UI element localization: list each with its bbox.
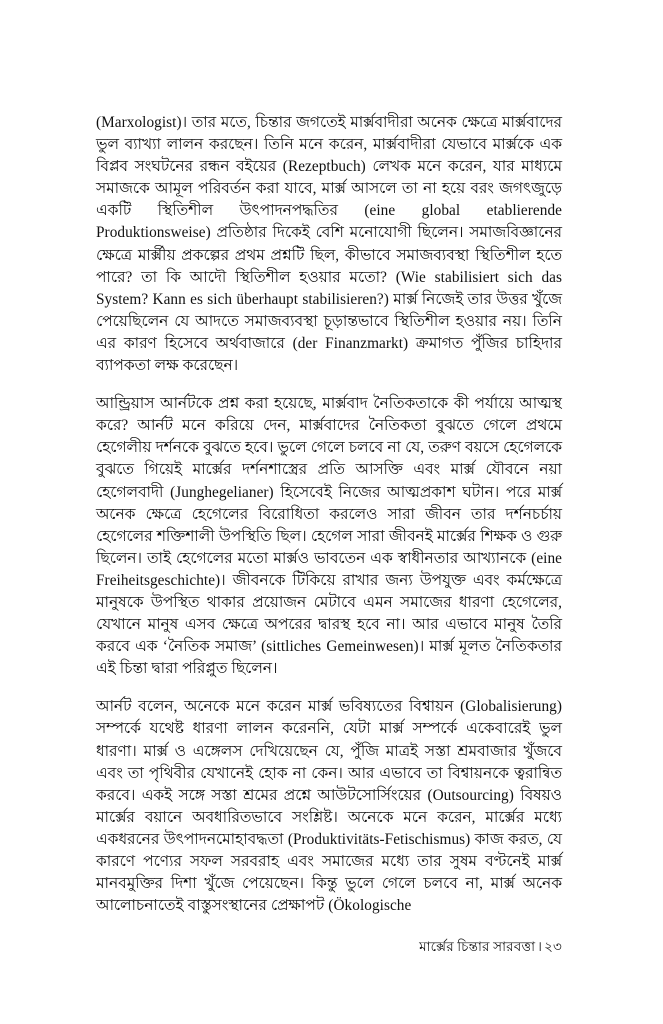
page-footer [96, 938, 562, 956]
running-head: মার্ক্সের চিন্তার সারবত্তা [419, 939, 536, 954]
paragraph-3: আর্নট বলেন, অনেকে মনে করেন মার্ক্স ভবিষ্যতের বিশ্বায়ন (Globalisierung) সম্পর্কে যথেষ্ট ধারণা লালন করেননি, যেটা মার্ক্স সম্পর্কে একেবারেই ভুল ধারণা। মার্ক্স ও এঙ্গেলস দেখিয়েছেন যে, পুঁজি মাত্রই সস্তা শ্রমবাজার খুঁজবে এবং তা পৃথিবীর যেখানেই হোক না কেন। আর এভাবে তা বিশ্বায়নকে ত্বরান্বিত করবে। একই সঙ্গে সস্তা শ্রমের প্রশ্নে আউটসোর্সিংয়ের (Outsourcing) বিষয়ও মার্ক্সের বয়ানে অবধারিতভাবে সংশ্লিষ্ট। অনেকে মনে করেন, মার্ক্সের মধ্যে একধরনের উৎপাদনমোহাবদ্ধতা (Produktivitäts-Fetischismus) কাজ করত, যে কারণে পণ্যের সফল সরবরাহ এবং সমাজের মধ্যে তার সুষম বণ্টনেই মার্ক্স মানবমুক্তির দিশা খুঁজে পেয়েছেন। কিন্তু ভুলে গেলে চলবে না, মার্ক্স অনেক আলোচনাতেই বাস্তুসংস্থানের প্রেক্ষাপট (Ökologische [96, 698, 562, 915]
paragraph-1: (Marxologist)। তার মতে, চিন্তার জগতেই মার্ক্সবাদীরা অনেক ক্ষেত্রে মার্ক্সবাদের ভুল ব্যাখ্যা লালন করছেন। তিনি মনে করেন, মার্ক্সবাদীরা যেভাবে মার্ক্সকে এক বিপ্লব সংঘটনের রন্ধন বইয়ের (Rezeptbuch) লেখক মনে করেন, যার মাধ্যমে সমাজকে আমূল পরিবর্তন করা যাবে, মার্ক্স আসলে তা না হয়ে বরং জগৎজুড়ে একটি স্থিতিশীল উৎপাদনপদ্ধতির (eine global etablierende Produktionsweise) প্রতিষ্ঠার দিকেই বেশি মনোযোগী ছিলেন। সমাজবিজ্ঞানের ক্ষেত্রে মার্ক্সীয় প্রকল্পের প্রথম প্রশ্নটি ছিল, কীভাবে সমাজব্যবস্থা স্থিতিশীল হতে পারে? তা কি আদৌ স্থিতিশীল হওয়ার মতো? (Wie stabilisiert sich das System? Kann es sich überhaupt stabilisieren?) মার্ক্স নিজেই তার উত্তর খুঁজে পেয়েছিলেন যে আদতে সমাজব্যবস্থা চূড়ান্তভাবে স্থিতিশীল হওয়ার নয়। তিনি এর কারণ হিসেবে অর্থবাজারে (der Finanzmarkt) ক্রমাগত পুঁজির চাহিদার ব্যাপকতা লক্ষ করেছেন। [96, 114, 562, 375]
page-number: ২৩ [544, 939, 562, 954]
body-text-block [96, 112, 562, 917]
paragraph-2: আন্ড্রিয়াস আর্নটকে প্রশ্ন করা হয়েছে, মার্ক্সবাদ নৈতিকতাকে কী পর্যায়ে আত্মস্থ করে? আর্নট মনে করিয়ে দেন, মার্ক্সবাদের নৈতিকতা বুঝতে গেলে প্রথমে হেগেলীয় দর্শনকে বুঝতে হবে। ভুলে গেলে চলবে না যে, তরুণ বয়সে হেগেলকে বুঝতে গিয়েই মার্ক্সের দর্শনশাস্ত্রের প্রতি আসক্তি এবং মার্ক্স যৌবনে নয়া হেগেলবাদী (Junghegelianer) হিসেবেই নিজের আত্মপ্রকাশ ঘটান। পরে মার্ক্স অনেক ক্ষেত্রে হেগেলের বিরোধিতা করলেও সারা জীবন তার দর্শনচর্চায় হেগেলের শক্তিশালী উপস্থিতি ছিল। হেগেল সারা জীবনই মার্ক্সের শিক্ষক ও গুরু ছিলেন। তাই হেগেলের মতো মার্ক্সও ভাবতেন এক স্বাধীনতার আখ্যানকে (eine Freiheitsgeschichte)। জীবনকে টিকিয়ে রাখার জন্য উপযুক্ত এবং কর্মক্ষেত্রে মানুষকে উপস্থিত থাকার প্রয়োজন মেটাবে এমন সমাজের ধারণা হেগেলের, যেখানে মানুষ এসব ক্ষেত্রে অপরের দ্বারস্থ হবে না। আর এভাবে মানুষ তৈরি করবে এক ‘নৈতিক সমাজ’ (sittliches Gemeinwesen)। মার্ক্স মূলত নৈতিকতার এই চিন্তা দ্বারা পরিপ্লুত ছিলেন। [96, 395, 562, 678]
footer-separator: । [537, 939, 543, 954]
